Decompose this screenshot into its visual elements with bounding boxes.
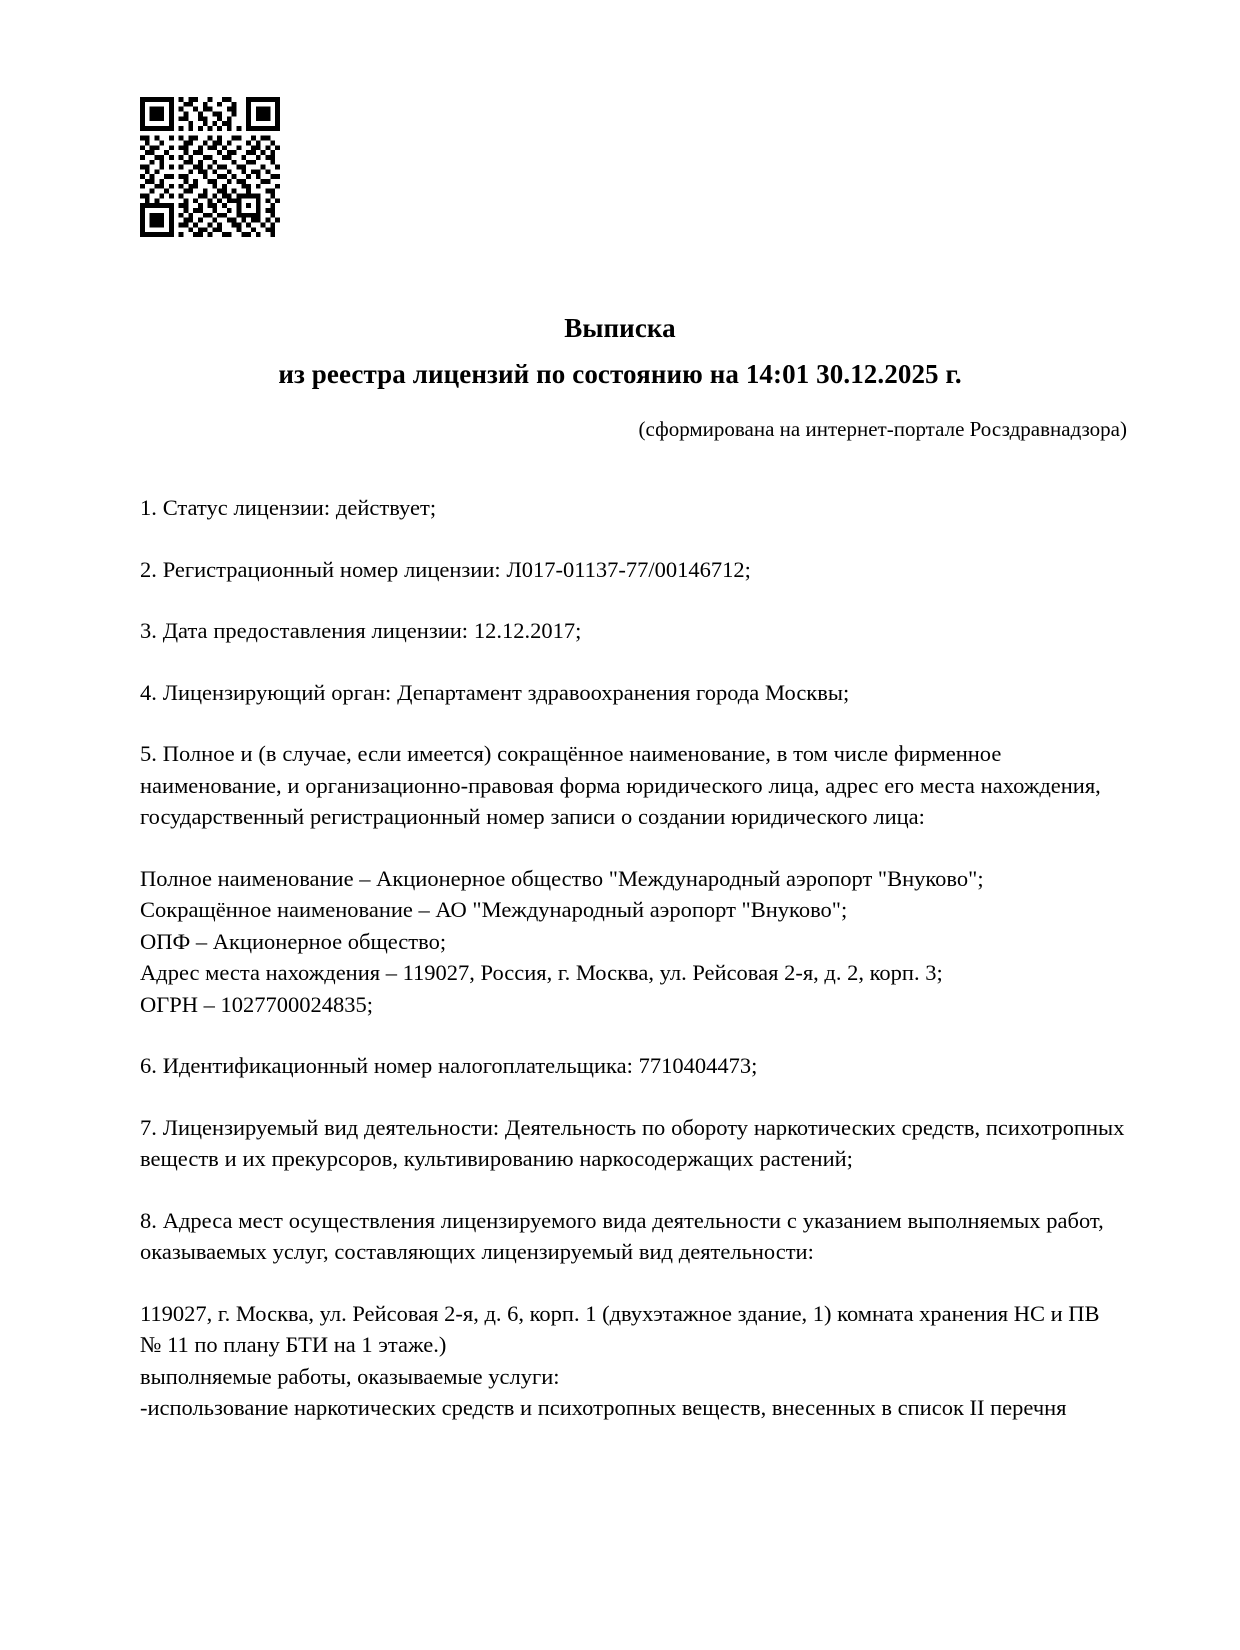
item-4-licensing-authority: 4. Лицензирующий орган: Департамент здравоохранения города Москвы; xyxy=(140,679,850,705)
entity-short-name: Сокращённое наименование – АО "Международный аэропорт "Внуково"; xyxy=(140,897,848,922)
activity-address: 119027, г. Москва, ул. Рейсовая 2-я, д. 6, корп. 1 (двухэтажное здание, 1) комната хранения НС и ПВ № 11 по плану БТИ на 1 этаже.) xyxy=(140,1300,1100,1357)
title-line-primary: Выписка xyxy=(564,313,676,343)
entity-details-block xyxy=(140,863,1125,1021)
entity-ogrn: ОГРН – 1027700024835; xyxy=(140,991,374,1017)
item-6-taxpayer-number: 6. Идентификационный номер налогоплательщика: 7710404473; xyxy=(140,1053,758,1078)
activity-location-block xyxy=(140,1298,1125,1424)
subtitle-source-note: (сформирована на интернет-портале Росздравнадзора) xyxy=(638,417,1127,441)
qr-code-svg xyxy=(140,97,280,237)
page-title xyxy=(0,305,1240,397)
item-5-entity-names: 5. Полное и (в случае, если имеется) сокращённое наименование, в том числе фирменное наименование, и организационно-правовая форма юридического лица, адрес его места нахождения, государственный регистрационный номер записи о создании юридического лица: xyxy=(140,741,1101,829)
activity-works-label: выполняемые работы, оказываемые услуги: xyxy=(140,1363,560,1389)
entity-address: Адрес места нахождения – 119027, Россия, г. Москва, ул. Рейсовая 2-я, д. 2, корп. 3; xyxy=(140,960,943,985)
item-1-status: 1. Статус лицензии: действует; xyxy=(140,495,437,520)
entity-full-name: Полное наименование – Акционерное общество "Международный аэропорт "Внуково"; xyxy=(140,865,984,891)
item-3-issue-date: 3. Дата предоставления лицензии: 12.12.2017; xyxy=(140,618,582,643)
item-2-registration-number: 2. Регистрационный номер лицензии: Л017-01137-77/00146712; xyxy=(140,556,751,582)
item-7-licensed-activity: 7. Лицензируемый вид деятельности: Деятельность по обороту наркотических средств, психотропных веществ и их прекурсоров, культивированию наркосодержащих растений; xyxy=(140,1114,1125,1171)
qr-code-icon xyxy=(140,97,280,237)
entity-legal-form: ОПФ – Акционерное общество; xyxy=(140,928,447,954)
document-body xyxy=(140,492,1125,1454)
activity-works-item: -использование наркотических средств и психотропных веществ, внесенных в список II перечня xyxy=(140,1395,1067,1420)
item-8-activity-addresses: 8. Адреса мест осуществления лицензируемого вида деятельности с указанием выполняемых работ, оказываемых услуг, составляющих лицензируемый вид деятельности: xyxy=(140,1207,1104,1264)
title-line-secondary: из реестра лицензий по состоянию на 14:01 30.12.2025 г. xyxy=(278,359,962,389)
